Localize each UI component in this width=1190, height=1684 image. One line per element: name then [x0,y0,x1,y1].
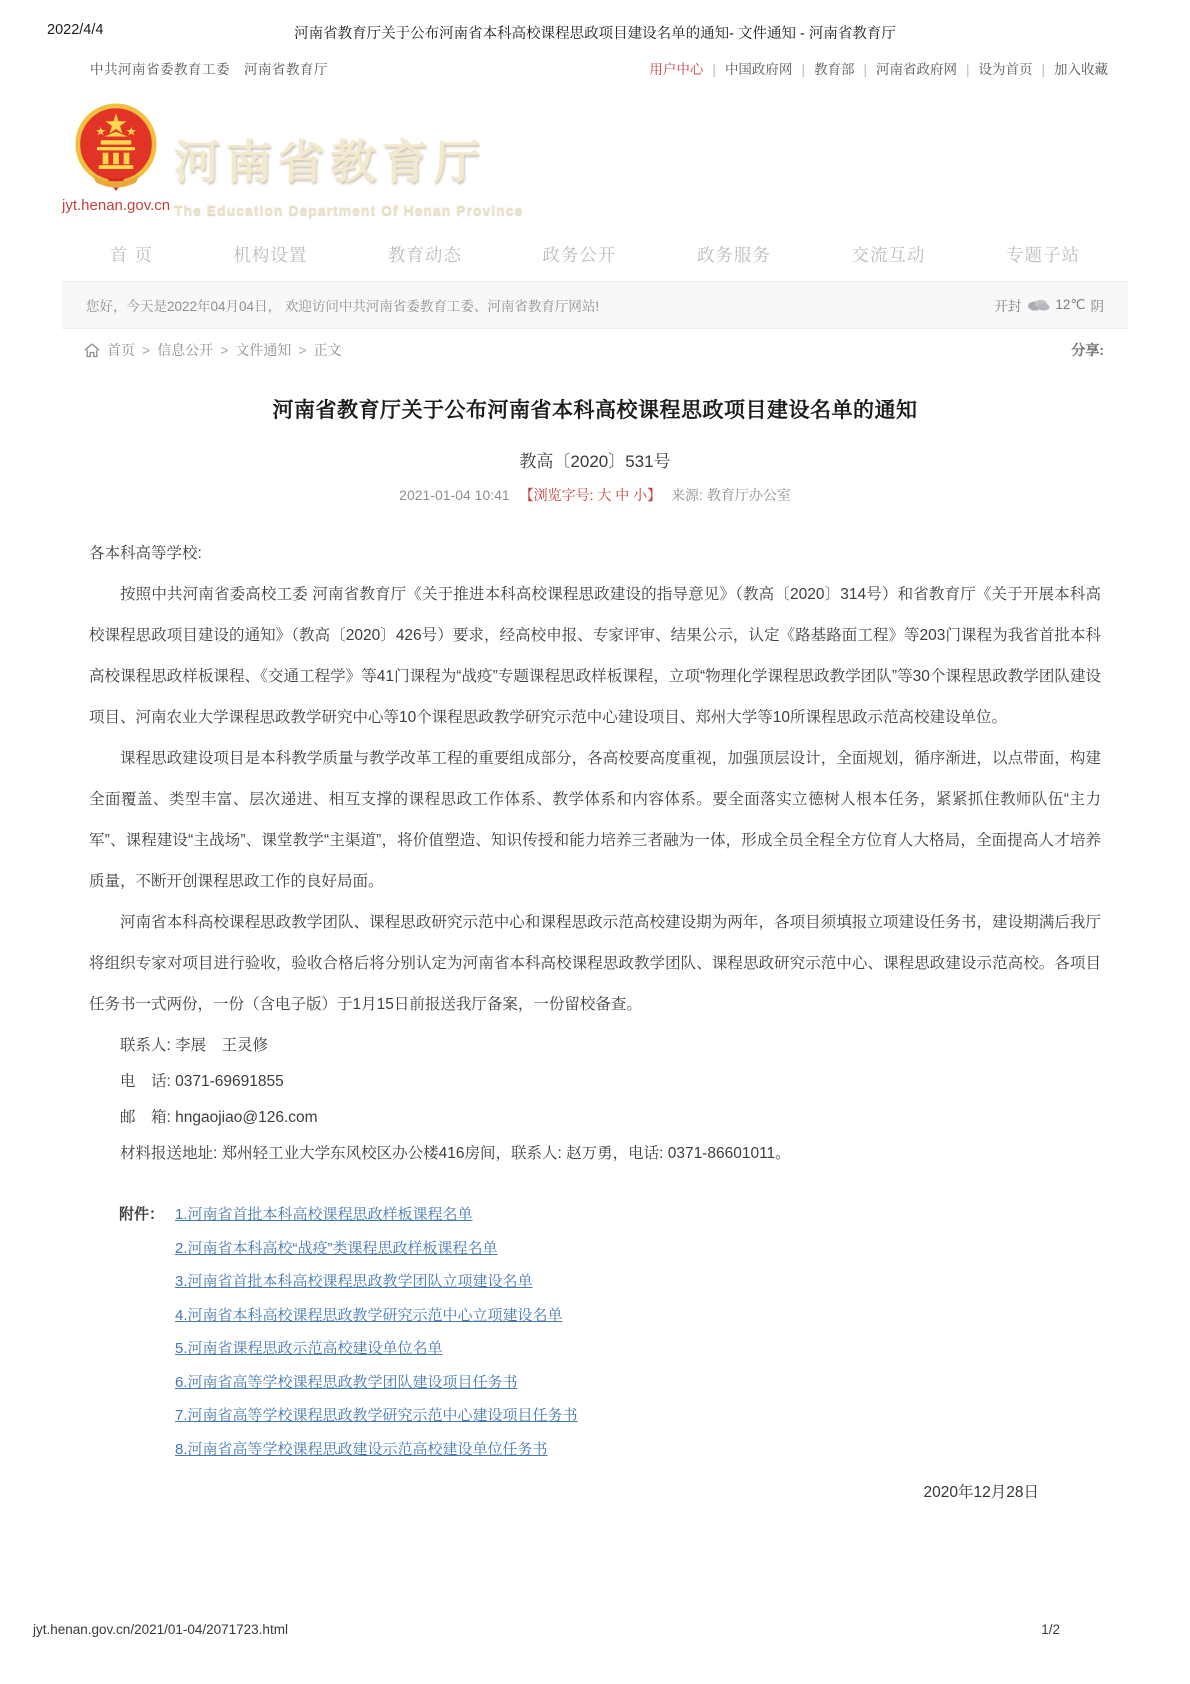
paragraph-1: 按照中共河南省委高校工委 河南省教育厅《关于推进本科高校课程思政建设的指导意见》（教高〔2020〕314号）和省教育厅《关于开展本科高校课程思政项目建设的通知》（教高〔2020〕426号）要求，经高校申报、专家评审、结果公示，认定《路基路面工程》等203门课程为我省首批本科高校课程思政样板课程、《交通工程学》等41门课程为“战疫”专题课程思政样板课程，立项“物理化学课程思政教学团队”等30个课程思政教学团队建设项目、河南农业大学课程思政教学研究中心等10个课程思政教学研究示范中心建设项目、郑州大学等10所课程思政示范高校建设单位。 [89,586,1101,726]
publish-time: 2021-01-04 10:41 [399,487,510,503]
contact-email: 邮 箱: hngaojiao@126.com [120,1109,318,1126]
site-name-english: The Education Department Of Henan Province [174,202,524,218]
breadcrumb [84,340,342,360]
paragraph-2: 课程思政建设项目是本科教学质量与教学改革工程的重要组成部分，各高校要高度重视，加强顶层设计，全面规划，循序渐进，以点带面，构建全面覆盖、类型丰富、层次递进、相互支撑的课程思政工作体系、教学体系和内容体系。要全面落实立德树人根本任务，紧紧抓住教师队伍“主力军”、课程建设“主战场”、课堂教学“主渠道”，将价值塑造、知识传授和能力培养三者融为一体，形成全员全程全方位育人大格局，全面提高人才培养质量，不断开创课程思政工作的良好局面。 [89,750,1101,890]
link-add-favorite[interactable]: | 加入收藏 [1032,58,1108,78]
link-set-homepage[interactable]: | 设为首页 [957,58,1033,78]
share-label[interactable]: 分享: [1071,342,1104,358]
contact-address: 材料报送地址: 郑州轻工业大学东风校区办公楼416房间，联系人: 赵万勇，电话: 0371-86601011。 [120,1145,791,1162]
print-date: 2022/4/4 [47,22,104,38]
document-number: 教高〔2020〕531号 [519,452,671,471]
article-meta [89,485,1101,505]
attachments-section [89,1198,1101,1466]
link-moe[interactable]: | 教育部 [792,58,854,78]
org-names: 中共河南省委教育工委 河南省教育厅 [90,62,328,77]
site-domain: jyt.henan.gov.cn [62,197,171,214]
crumb-file-notice[interactable]: > 文件通知 [213,340,291,360]
crumb-info-disclosure[interactable]: > 信息公开 [135,340,213,360]
print-page-title: 河南省教育厅关于公布河南省本科高校课程思政项目建设名单的通知- 文件通知 - 河南省教育厅 [294,26,896,42]
main-nav [62,242,1128,267]
nav-gov-disclosure[interactable]: 政务公开 [542,245,617,265]
sign-date: 2020年12月28日 [923,1484,1039,1501]
contact-phone: 电 话: 0371-69691855 [120,1073,284,1090]
link-user-center[interactable]: 用户中心 [649,62,704,77]
print-footer [33,1622,1060,1637]
nav-education-news[interactable]: 教育动态 [387,245,462,265]
nav-organization[interactable]: 机构设置 [233,245,308,265]
attachment-link-8[interactable]: 8.河南省高等学校课程思政建设示范高校建设单位任务书 [175,1440,548,1458]
article-body [89,533,1101,1172]
attachment-link-1[interactable]: 1.河南省首批本科高校课程思政样板课程名单 [175,1206,473,1223]
weather-city: 开封 [994,299,1022,314]
attachment-link-3[interactable]: 3.河南省首批本科高校课程思政教学团队立项建设名单 [175,1273,533,1290]
link-henan-gov[interactable]: | 河南省政府网 [854,58,957,78]
attachment-link-2[interactable]: 2.河南省本科高校“战疫”类课程思政样板课程名单 [175,1239,498,1257]
logo-text [174,102,523,218]
breadcrumb-row [62,329,1128,369]
nav-gov-services[interactable]: 政务服务 [696,245,771,265]
nav-home[interactable]: 首 页 [110,245,153,265]
font-size-controls[interactable]: 【浏览字号: 大 中 小】 [519,487,662,503]
crumb-home[interactable]: 首页 [107,342,135,358]
national-emblem-icon [62,102,170,192]
nav-interaction[interactable]: 交流互动 [851,245,926,265]
attachment-link-5[interactable]: 5.河南省课程思政示范高校建设单位名单 [175,1340,443,1357]
article-title: 河南省教育厅关于公布河南省本科高校课程思政项目建设名单的通知 [272,399,918,422]
weather-temp: 12℃ [1055,297,1086,312]
print-url: jyt.henan.gov.cn/2021/01-04/2071723.html [33,1622,288,1637]
top-utility-bar [62,58,1128,78]
crumb-current: > 正文 [291,340,341,360]
article-source: 来源: 教育厅办公室 [671,487,791,503]
utility-links [649,58,1108,78]
attachment-link-4[interactable]: 4.河南省本科高校课程思政教学研究示范中心立项建设名单 [175,1306,563,1324]
link-gov-cn[interactable]: | 中国政府网 [703,58,792,78]
welcome-greeting: 您好，今天是2022年04月04日， 欢迎访问中共河南省委教育工委、河南省教育厅网站! [86,299,600,314]
home-icon [84,343,100,358]
attachments-list [175,1198,578,1466]
attachments-label: 附件： [119,1206,165,1223]
paragraph-3: 河南省本科高校课程思政教学团队、课程思政研究示范中心和课程思政示范高校建设期为两年，各项目须填报立项建设任务书，建设期满后我厅将组织专家对项目进行验收，验收合格后将分别认定为河南省本科高校课程思政教学团队、课程思政研究示范中心、课程思政建设示范高校。各项目任务书一式两份，一份（含电子版）于1月15日前报送我厅备案，一份留校备查。 [89,914,1101,1013]
site-content [62,58,1128,1502]
salutation: 各本科高等学校: [89,545,202,562]
article [62,394,1128,1502]
emblem-block [62,102,170,218]
welcome-bar [62,281,1128,329]
contact-person: 联系人: 李展 王灵修 [120,1037,269,1054]
print-header [47,22,1143,42]
site-header-logo[interactable] [62,102,1128,218]
print-page-indicator: 1/2 [1041,1622,1060,1637]
weather-condition: 阴 [1090,299,1104,314]
cloudy-icon [1026,297,1050,314]
attachment-link-6[interactable]: 6.河南省高等学校课程思政教学团队建设项目任务书 [175,1373,518,1391]
weather-widget [994,295,1104,315]
nav-special-sites[interactable]: 专题子站 [1005,245,1080,265]
attachment-link-7[interactable]: 7.河南省高等学校课程思政教学研究示范中心建设项目任务书 [175,1407,578,1424]
site-name: 河南省教育厅 [174,136,486,188]
contact-block [89,1028,1101,1172]
